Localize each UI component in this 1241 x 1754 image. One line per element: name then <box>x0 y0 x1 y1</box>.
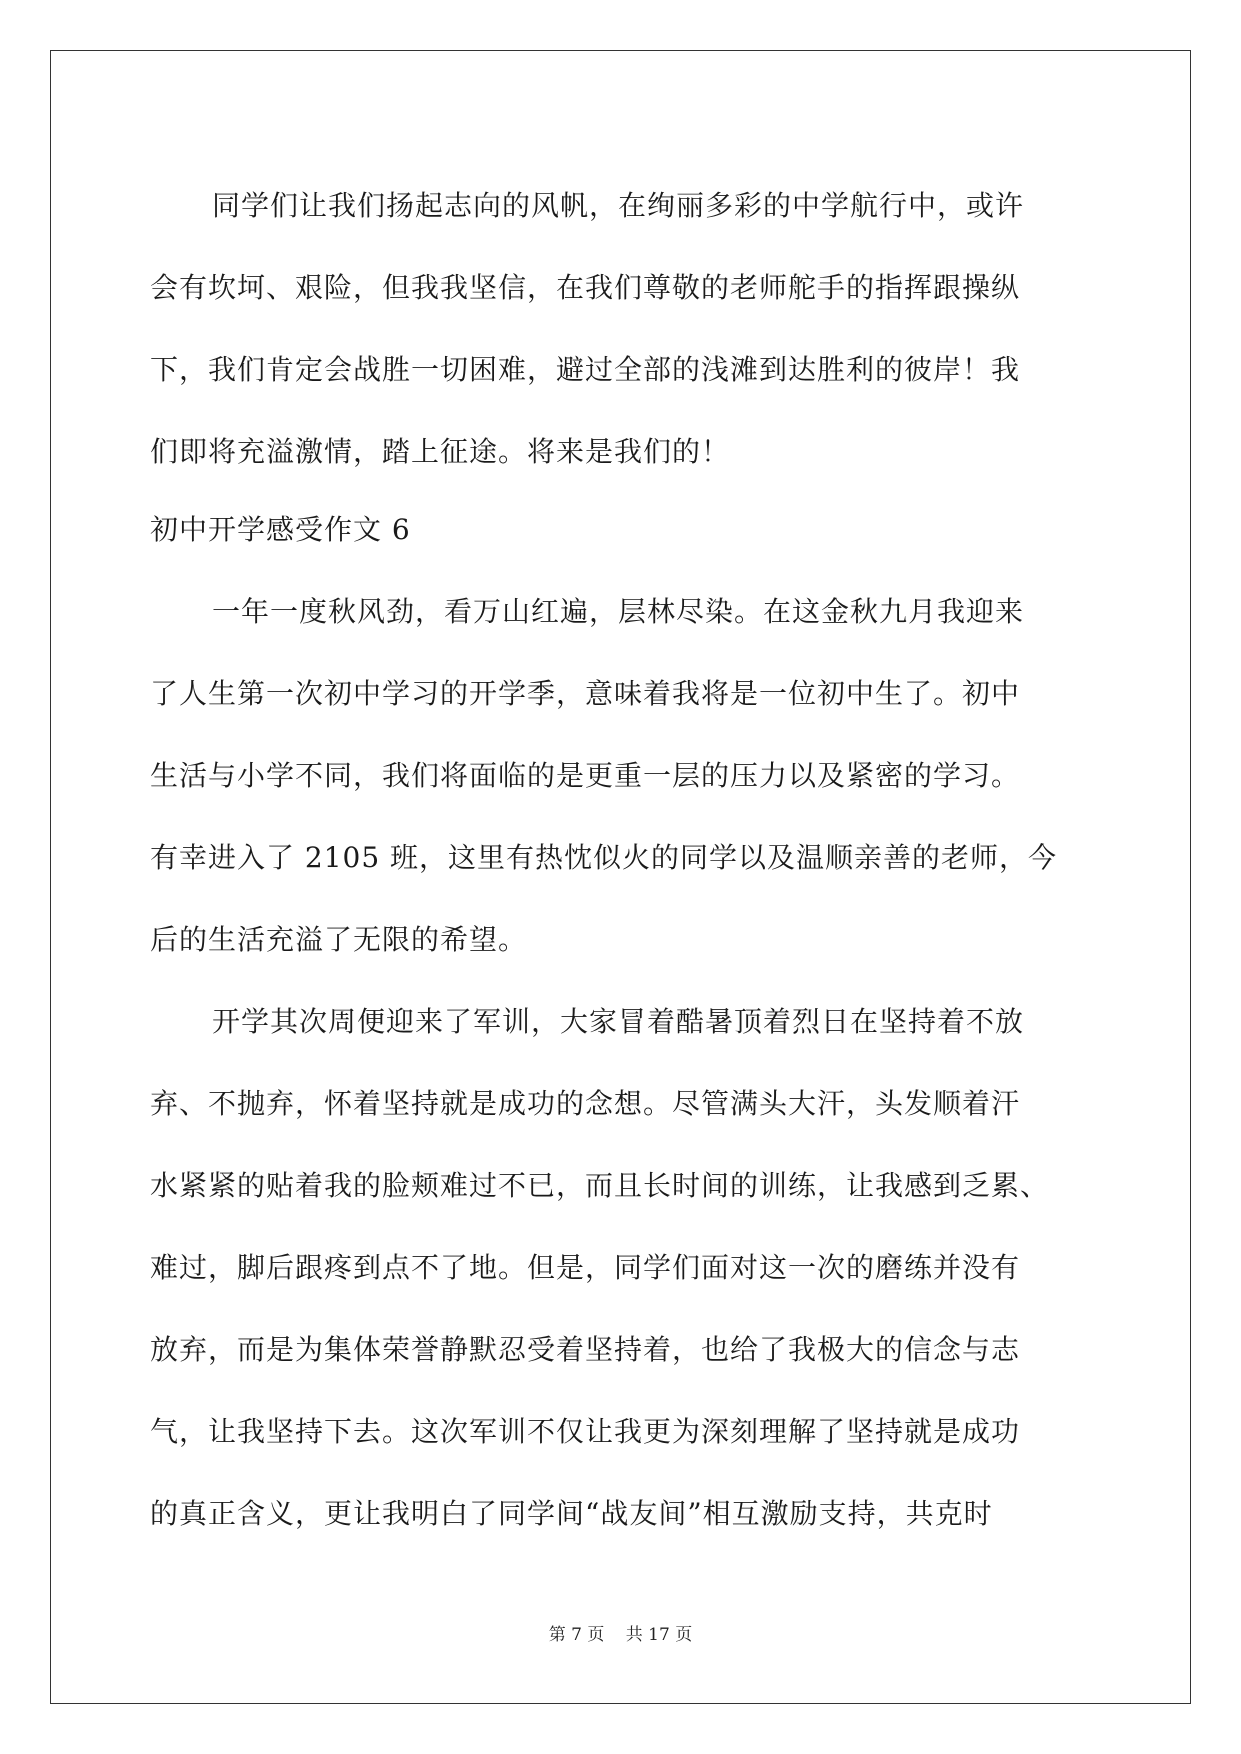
paragraph-line: 们即将充溢激情，踏上征途。将来是我们的！ <box>150 435 731 468</box>
paragraph-line: 后的生活充溢了无限的希望。 <box>150 923 528 956</box>
page-total: 共 17 页 <box>625 1625 693 1645</box>
section-heading: 初中开学感受作文 6 <box>150 513 411 546</box>
document-body <box>150 165 1090 1555</box>
paragraph-line: 了人生第一次初中学习的开学季，意味着我将是一位初中生了。初中 <box>150 677 1021 710</box>
page-number: 第 7 页 <box>548 1625 605 1645</box>
paragraph-line: 会有坎坷、艰险，但我我坚信，在我们尊敬的老师舵手的指挥跟操纵 <box>150 271 1021 304</box>
paragraph-line: 水紧紧的贴着我的脸颊难过不已，而且长时间的训练，让我感到乏累、 <box>150 1169 1050 1202</box>
paragraph-line: 放弃，而是为集体荣誉静默忍受着坚持着，也给了我极大的信念与志 <box>150 1333 1021 1366</box>
paragraph-line: 有幸进入了 2105 班，这里有热忱似火的同学以及温顺亲善的老师，今 <box>150 841 1058 874</box>
paragraph-line: 生活与小学不同，我们将面临的是更重一层的压力以及紧密的学习。 <box>150 759 1021 792</box>
paragraph-line: 的真正含义，更让我明白了同学间“战友间”相互激励支持，共克时 <box>150 1497 993 1530</box>
paragraph-line: 开学其次周便迎来了军训，大家冒着酷暑顶着烈日在坚持着不放 <box>212 1005 1025 1038</box>
paragraph-line: 一年一度秋风劲，看万山红遍，层林尽染。在这金秋九月我迎来 <box>212 595 1025 628</box>
page-footer <box>0 1620 1241 1645</box>
paragraph-line: 气，让我坚持下去。这次军训不仅让我更为深刻理解了坚持就是成功 <box>150 1415 1021 1448</box>
paragraph-line: 下，我们肯定会战胜一切困难，避过全部的浅滩到达胜利的彼岸！我 <box>150 353 1021 386</box>
paragraph-line: 弃、不抛弃，怀着坚持就是成功的念想。尽管满头大汗，头发顺着汗 <box>150 1087 1021 1120</box>
paragraph-line: 难过，脚后跟疼到点不了地。但是，同学们面对这一次的磨练并没有 <box>150 1251 1021 1284</box>
paragraph-line: 同学们让我们扬起志向的风帆，在绚丽多彩的中学航行中，或许 <box>212 189 1025 222</box>
